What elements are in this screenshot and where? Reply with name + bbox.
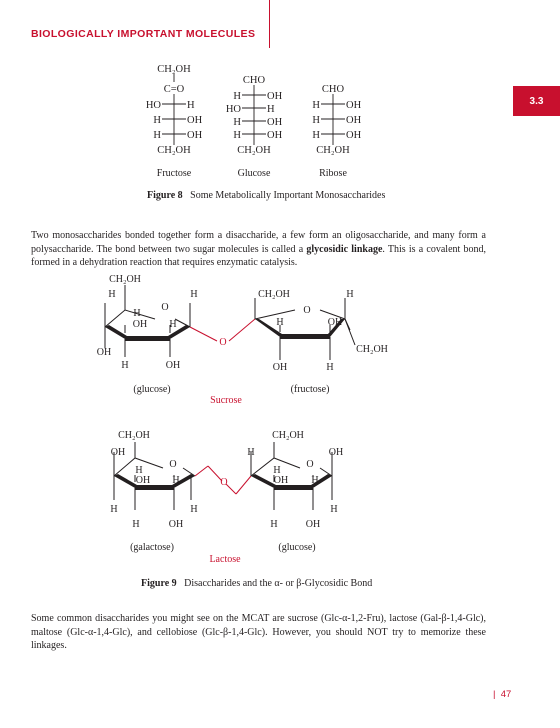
figure8-caption xyxy=(147,190,385,201)
glycosidic-linkage-term: glycosidic linkage xyxy=(306,243,383,255)
fructose-c5-right: OH xyxy=(187,130,203,141)
sucrose-name: Sucrose xyxy=(210,395,242,406)
lactose-glc-h-right: H xyxy=(330,504,338,515)
glucose-c2-right: OH xyxy=(267,91,283,102)
fructose-c2: C=O xyxy=(163,84,185,95)
page-header: BIOLOGICALLY IMPORTANT MOLECULES xyxy=(31,28,256,40)
fructose-c1: CH₂OH xyxy=(157,64,191,75)
lactose-bridge-o: O xyxy=(220,477,228,488)
ribose-c4-right: OH xyxy=(346,130,362,141)
lactose-glc-ring-o: O xyxy=(306,459,314,470)
lactose-gal-label: (galactose) xyxy=(130,542,174,553)
lactose-glc-oh-in: OH xyxy=(273,475,289,486)
sucrose-bridge-o: O xyxy=(219,337,227,348)
sucrose-fru-ch2oh-top: CH₂OH xyxy=(258,289,290,300)
header-divider xyxy=(269,0,270,48)
lactose-gal-oh-bot: OH xyxy=(168,519,184,530)
sucrose-glc-oh-bot: OH xyxy=(165,360,181,371)
lactose-labels xyxy=(110,430,343,565)
glucose-c6: CH₂OH xyxy=(237,145,271,156)
figure8-label: Figure 8 xyxy=(147,190,183,201)
lactose-glc-h-in1: H xyxy=(273,465,281,476)
glucose-c2-left: H xyxy=(233,91,241,102)
sucrose-fru-ring-o: O xyxy=(303,305,311,316)
lactose-glc-h-bot: H xyxy=(270,519,278,530)
lactose-glc-ch2oh: CH₂OH xyxy=(272,430,304,441)
page-number: | 47 xyxy=(493,689,512,700)
sucrose-glc-oh-in: OH xyxy=(132,319,148,330)
figure9-caption xyxy=(141,578,372,589)
glucose-c4-left: H xyxy=(233,117,241,128)
ribose-label: Ribose xyxy=(319,168,347,179)
lactose-glc-oh-top-right: OH xyxy=(328,447,344,458)
paragraph1-text-a: Two monosaccharides bonded together form a disaccharide, a few form an oligosaccharide, and many form a polysaccharide. The bond between two sugar molecules is called a xyxy=(31,230,486,255)
sucrose-glc-label: (glucose) xyxy=(133,384,171,395)
sucrose-fru-ch2oh-right: CH₂OH xyxy=(356,344,388,355)
fructose-c5-left: H xyxy=(153,130,161,141)
figure9-caption-text: Disaccharides and the α- or β-Glycosidic Bond xyxy=(184,578,373,589)
lactose-gal-h-in2: H xyxy=(172,475,180,486)
lactose-gal-oh-in: OH xyxy=(135,475,151,486)
lactose-gal-oh-top-left: OH xyxy=(110,447,126,458)
lactose-glc-oh-bot: OH xyxy=(305,519,321,530)
sucrose-fru-h-top-right: H xyxy=(346,289,354,300)
sucrose-fru-h-bot: H xyxy=(326,362,334,373)
lactose-glc-label: (glucose) xyxy=(278,542,316,553)
lactose-gal-ch2oh: CH₂OH xyxy=(118,430,150,441)
figure8-caption-text: Some Metabolically Important Monosaccharides xyxy=(190,190,386,201)
sucrose-fru-oh-in: OH xyxy=(327,317,343,328)
glucose-c4-right: OH xyxy=(267,117,283,128)
glucose-c5-right: OH xyxy=(267,130,283,141)
paragraph1-text-b: . This is a covalent bond, formed in a dehydration reaction that requires enzymatic catalysis. xyxy=(31,243,486,269)
page-number-value: 47 xyxy=(500,689,512,700)
sucrose-glc-h-top-right: H xyxy=(190,289,198,300)
lactose-gal-h-right: H xyxy=(190,504,198,515)
glucose-c3-right: H xyxy=(267,104,275,115)
figure9-diagram xyxy=(0,270,560,575)
ribose-c5: CH₂OH xyxy=(316,145,350,156)
glucose-c1: CHO xyxy=(242,75,266,86)
lactose-glc-h-in2: H xyxy=(311,475,319,486)
ribose-c3-right: OH xyxy=(346,115,362,126)
section-tab: 3.3 xyxy=(513,86,560,116)
sucrose-glc-oh-left: OH xyxy=(96,347,112,358)
fructose-label: Fructose xyxy=(156,168,192,179)
lactose-gal-h-bot: H xyxy=(132,519,140,530)
sucrose-glc-h-bot: H xyxy=(121,360,129,371)
sucrose-glc-h-top-left: H xyxy=(108,289,116,300)
sucrose-fru-label: (fructose) xyxy=(290,384,330,395)
paragraph-common-disaccharides: Some common disaccharides you might see on the MCAT are sucrose (Glc-α-1,2-Fru), lactose (Gal-β-1,4-Glc), maltose (Glc-α-1,4-Glc), and cellobiose (Glc-β-1,4-Glc). However, you should NOT try to memorize these linkages. xyxy=(31,613,486,652)
sucrose-fru-h-in: H xyxy=(276,317,284,328)
lactose-gal-ring-o: O xyxy=(169,459,177,470)
sucrose-glc-h-in1: H xyxy=(133,308,141,319)
fructose-c6: CH₂OH xyxy=(157,145,191,156)
lactose-gal-h-in1: H xyxy=(135,465,143,476)
sucrose-glc-h-in2: H xyxy=(169,319,177,330)
ribose-c2-right: OH xyxy=(346,100,362,111)
ribose-c1: CHO xyxy=(321,84,345,95)
glucose-c3-left: HO xyxy=(225,104,241,115)
ribose-c4-left: H xyxy=(312,130,320,141)
glucose-label: Glucose xyxy=(237,168,271,179)
fructose-c4-left: H xyxy=(153,115,161,126)
ribose-c2-left: H xyxy=(312,100,320,111)
glucose-c5-left: H xyxy=(233,130,241,141)
ribose-c3-left: H xyxy=(312,115,320,126)
fructose-c3-right: H xyxy=(187,100,195,111)
fructose-c3-left: HO xyxy=(145,100,161,111)
sucrose-glc-ch2oh: CH₂OH xyxy=(109,274,141,285)
sucrose-glc-ring-o: O xyxy=(161,302,169,313)
lactose-gal-h-left: H xyxy=(110,504,118,515)
ribose-fischer xyxy=(312,84,361,179)
lactose-glc-h-top-left: H xyxy=(247,447,255,458)
lactose-name: Lactose xyxy=(209,554,241,565)
sucrose-fru-oh-bot: OH xyxy=(272,362,288,373)
paragraph-disaccharides xyxy=(31,229,486,270)
figure8-diagram xyxy=(0,55,560,185)
figure9-label: Figure 9 xyxy=(141,578,177,589)
fructose-c4-right: OH xyxy=(187,115,203,126)
